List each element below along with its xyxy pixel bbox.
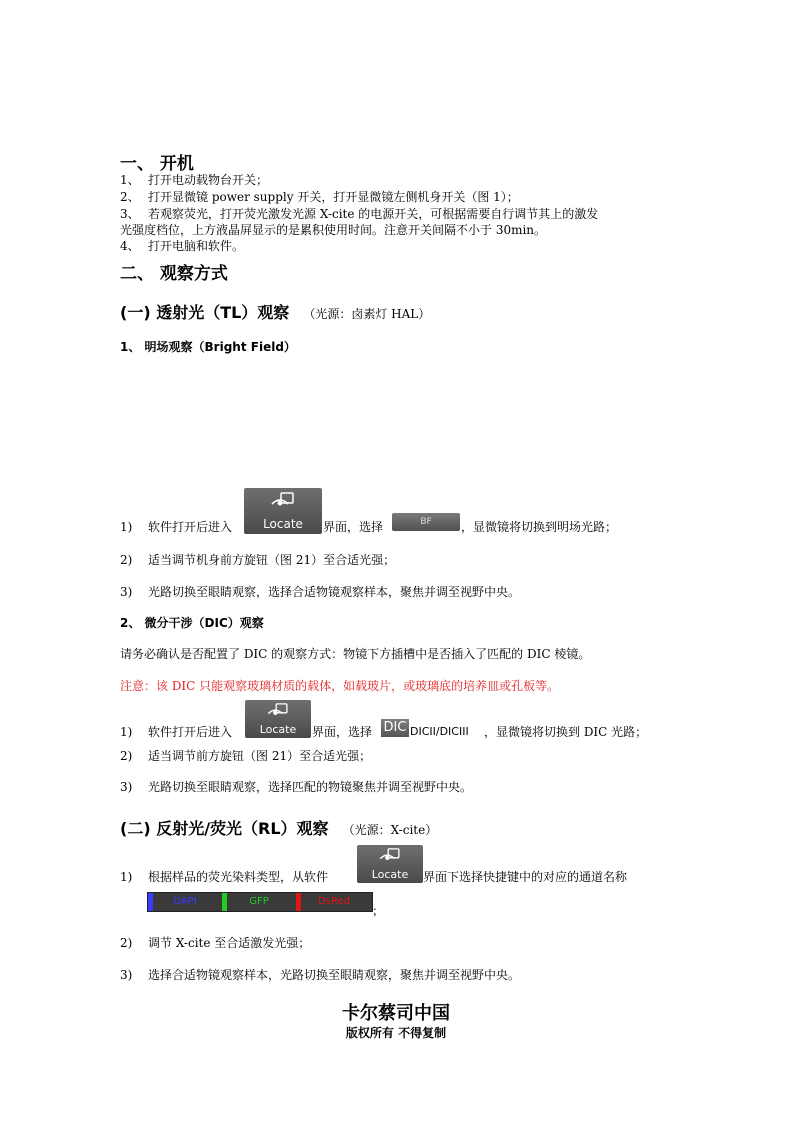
list-item: 2、 打开显微镜 power supply 开关，打开显微镜左侧机身开关（图 1）； xyxy=(120,190,519,204)
footer-rights: 版权所有 不得复制 xyxy=(345,1026,447,1040)
footer-company: 卡尔蔡司中国 xyxy=(342,1003,450,1024)
list-item: 4、 打开电脑和软件。 xyxy=(120,239,245,253)
eye-icon xyxy=(378,848,402,864)
list-item: 1、 打开电动载物台开关； xyxy=(120,173,269,187)
rl-step-1: 1) 根据样品的荧光染料类型，从软件 xyxy=(120,870,329,884)
dic-title: 2、 微分干涉（DIC）观察 xyxy=(120,616,264,630)
subsection-title-tl: (一) 透射光（TL）观察 （光源：卤素灯 HAL） xyxy=(120,303,431,322)
rl-step-3: 3) 选择合适物镜观察样本，光路切换至眼睛观察，聚焦并调至视野中央。 xyxy=(120,968,521,982)
locate-button[interactable]: Locate xyxy=(357,845,423,883)
dic-step-3: 3) 光路切换至眼睛观察，选择匹配的物镜聚焦并调至视野中央。 xyxy=(120,780,473,794)
tl-step-1: 1) 软件打开后进入 xyxy=(120,520,233,534)
list-item: 光强度档位，上方液晶屏显示的是累积使用时间。注意开关间隔不小于 30min。 xyxy=(120,223,547,237)
dic-options: DICII/DICIII xyxy=(410,725,469,738)
channel-shortcut-bar xyxy=(147,892,373,912)
channel-dapi-button[interactable]: DAPI xyxy=(148,893,222,911)
dic-paragraph: 请务必确认是否配置了 DIC 的观察方式：物镜下方插槽中是否插入了匹配的 DIC 棱镜。 xyxy=(120,647,591,661)
dic-step-1: 1) 软件打开后进入 xyxy=(120,725,233,739)
dic-note: 注意：该 DIC 只能观察玻璃材质的载体，如载玻片，或玻璃底的培养皿或孔板等。 xyxy=(120,679,560,693)
tl-step-3: 3) 光路切换至眼睛观察，选择合适物镜观察样本，聚焦并调至视野中央。 xyxy=(120,585,521,599)
locate-button[interactable]: Locate xyxy=(245,700,311,738)
locate-button[interactable]: Locate xyxy=(244,488,322,534)
eye-icon xyxy=(266,703,290,719)
bf-button[interactable]: BF xyxy=(392,513,460,531)
channel-dsred-button[interactable]: DsRed xyxy=(296,893,372,911)
section-title-power-on: 一、 开机 xyxy=(120,154,194,174)
channel-gfp-button[interactable]: GFP xyxy=(222,893,296,911)
dic-button[interactable]: DIC xyxy=(381,719,409,737)
subsection-title-rl: (二) 反射光/荧光（RL）观察 （光源：X-cite） xyxy=(120,819,438,838)
eye-icon xyxy=(270,492,296,510)
dic-step-2: 2) 适当调节前方旋钮（图 21）至合适光强； xyxy=(120,749,372,763)
tl-step-2: 2) 适当调节机身前方旋钮（图 21）至合适光强； xyxy=(120,553,396,567)
list-item: 3、 若观察荧光，打开荧光激发光源 X-cite 的电源开关，可根据需要自行调节其上的激发 xyxy=(120,207,599,221)
section-title-observation: 二、 观察方式 xyxy=(120,264,228,284)
rl-step-2: 2) 调节 X-cite 至合适激发光强； xyxy=(120,936,311,950)
bright-field-title: 1、 明场观察（Bright Field） xyxy=(120,340,296,354)
